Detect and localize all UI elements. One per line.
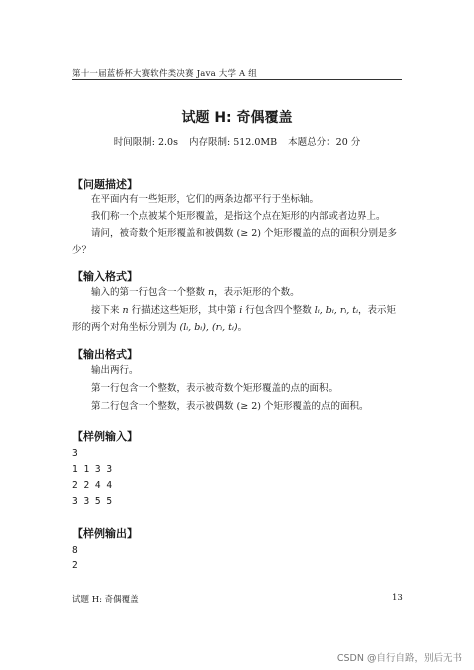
section-heading-sample-input: 【样例输入】: [72, 430, 138, 443]
sample-output-line: 2: [72, 560, 78, 571]
output-paragraph-2: 第一行包含一个整数，表示被奇数个矩形覆盖的点的面积。: [91, 383, 339, 394]
output-paragraph-1: 输出两行。: [91, 365, 139, 376]
total-score: 本题总分：20 分: [288, 137, 361, 148]
sample-input-line: 1 1 3 3: [72, 464, 113, 475]
section-heading-output: 【输出格式】: [72, 348, 138, 361]
time-limit: 时间限制: 2.0s: [113, 137, 178, 148]
output-paragraph-3: 第二行包含一个整数，表示被偶数 (≥ 2) 个矩形覆盖的点的面积。: [91, 401, 369, 412]
problem-title: 试题 H: 奇偶覆盖: [181, 110, 293, 126]
section-heading-description: 【问题描述】: [72, 178, 138, 191]
description-paragraph-2: 我们称一个点被某个矩形覆盖，是指这个点在矩形的内部或者边界上。: [91, 211, 386, 222]
header-rule: [72, 79, 402, 80]
input-paragraph-1: 输入的第一行包含一个整数 n，表示矩形的个数。: [91, 287, 300, 298]
section-heading-sample-output: 【样例输出】: [72, 527, 138, 540]
input-paragraph-2: 接下来 n 行描述这些矩形，其中第 i 行包含四个整数 lᵢ, bᵢ, rᵢ, tᵢ，表示矩形的两个对角坐标分别为 (lᵢ, bᵢ), (rᵢ, tᵢ)。: [72, 305, 397, 333]
sample-input-line: 2 2 4 4: [72, 480, 113, 491]
description-paragraph-3: 请问，被奇数个矩形覆盖和被偶数 (≥ 2) 个矩形覆盖的点的面积分别是多少？: [72, 228, 397, 256]
limits-line: [0, 134, 474, 148]
page-number: 13: [392, 593, 403, 603]
page-header: 第十一届蓝桥杯大赛软件类决赛 Java 大学 A 组: [72, 69, 257, 79]
memory-limit: 内存限制: 512.0MB: [188, 137, 278, 148]
page-footer-title: 试题 H: 奇偶覆盖: [72, 595, 139, 605]
sample-output-line: 8: [72, 545, 78, 556]
description-paragraph-1: 在平面内有一些矩形，它们的两条边都平行于坐标轴。: [91, 194, 320, 205]
section-heading-input: 【输入格式】: [72, 270, 138, 283]
sample-input-line: 3: [72, 448, 78, 459]
sample-input-line: 3 3 5 5: [72, 496, 113, 507]
csdn-watermark: CSDN @自行自路，别后无书: [336, 653, 462, 664]
